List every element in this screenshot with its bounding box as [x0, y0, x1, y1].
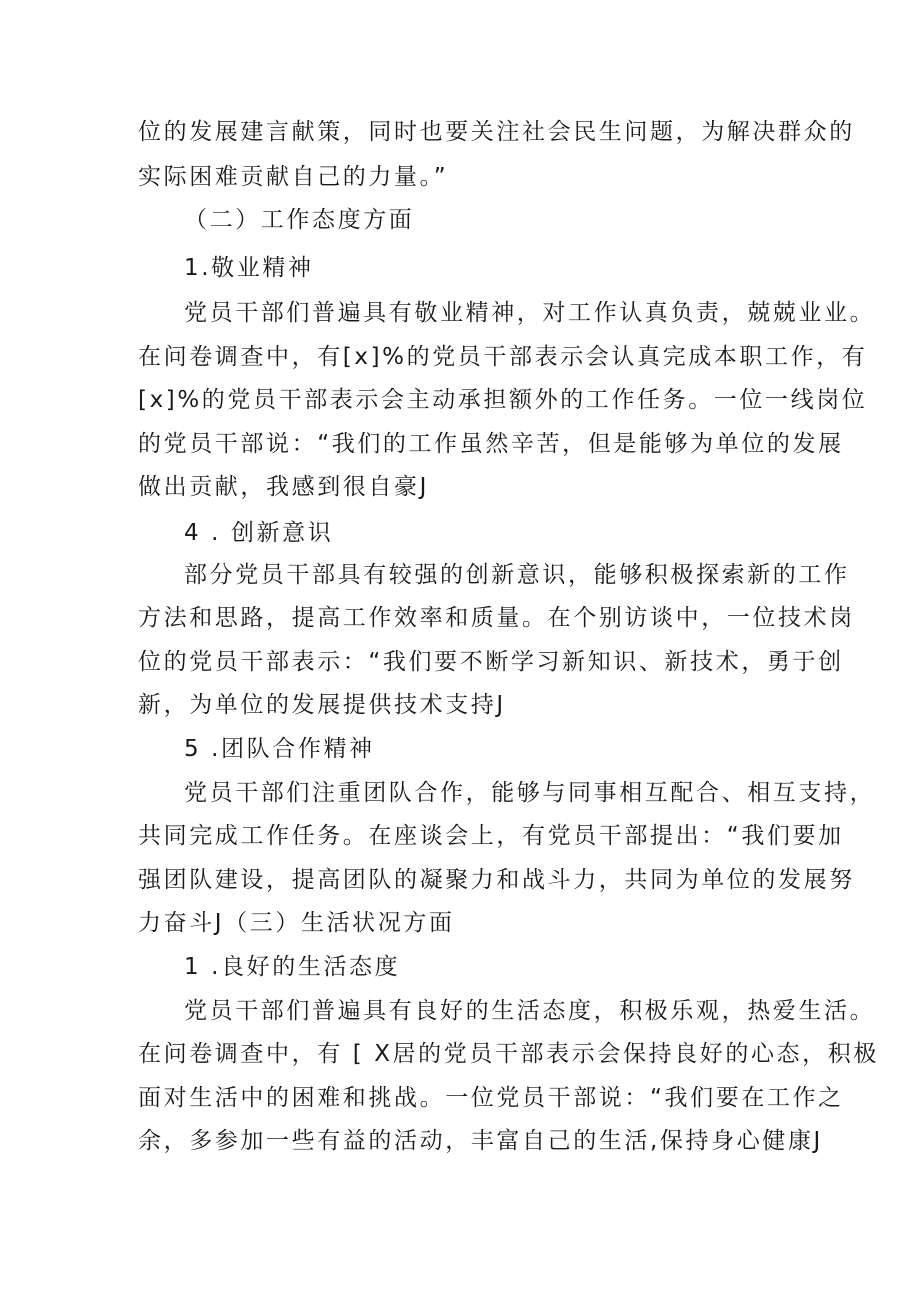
paragraph-line: 力奋斗J（三）生活状况方面	[138, 910, 455, 936]
paragraph-line: 在问卷调查中，有[x]%的党员干部表示会认真完成本职工作，有	[138, 344, 868, 370]
paragraph-line: 部分党员干部具有较强的创新意识，能够积极探索新的工作	[184, 562, 850, 588]
paragraph-line: 余，多参加一些有益的活动，丰富自己的生活,保持身心健康J	[138, 1128, 823, 1154]
paragraph-line: 在问卷调查中，有 [ X居的党员干部表示会保持良好的心态，积极	[138, 1041, 879, 1067]
paragraph-line: 位的党员干部表示：“我们要不断学习新知识、新技术，勇于创	[138, 649, 844, 675]
paragraph-line: 党员干部们普遍具有敬业精神，对工作认真负责，兢兢业业。	[184, 300, 876, 326]
paragraph-line: 共同完成工作任务。在座谈会上，有党员干部提出：“我们要加	[138, 823, 844, 849]
subsection-heading: 1.敬业精神	[184, 255, 314, 281]
subsection-heading: 1 .良好的生活态度	[184, 954, 401, 980]
section-heading: （二）工作态度方面	[184, 207, 415, 233]
paragraph-line: 党员干部们普遍具有良好的生活态度，积极乐观，热爱生活。	[184, 998, 876, 1024]
paragraph-line: 强团队建设，提高团队的凝聚力和战斗力，共同为单位的发展努	[138, 867, 855, 893]
paragraph-line: 做出贡献，我感到很自豪J	[138, 474, 429, 500]
paragraph-line: [x]%的党员干部表示会主动承担额外的工作任务。一位一线岗位	[138, 387, 868, 413]
paragraph-line: 方法和思路，提高工作效率和质量。在个别访谈中，一位技术岗	[138, 605, 855, 631]
paragraph-line: 位的发展建言献策，同时也要关注社会民生问题，为解决群众的	[138, 119, 855, 145]
paragraph-line: 党员干部们注重团队合作，能够与同事相互配合、相互支持，	[184, 780, 876, 806]
subsection-heading: 4 . 创新意识	[184, 520, 334, 546]
paragraph-line: 的党员干部说：“我们的工作虽然辛苦，但是能够为单位的发展	[138, 431, 844, 457]
paragraph-line: 面对生活中的困难和挑战。一位党员干部说：“我们要在工作之	[138, 1085, 844, 1111]
paragraph-line: 新，为单位的发展提供技术支持J	[138, 692, 506, 718]
paragraph-line: 实际困难贡献自己的力量。”	[138, 164, 449, 190]
subsection-heading: 5 .团队合作精神	[184, 736, 375, 762]
